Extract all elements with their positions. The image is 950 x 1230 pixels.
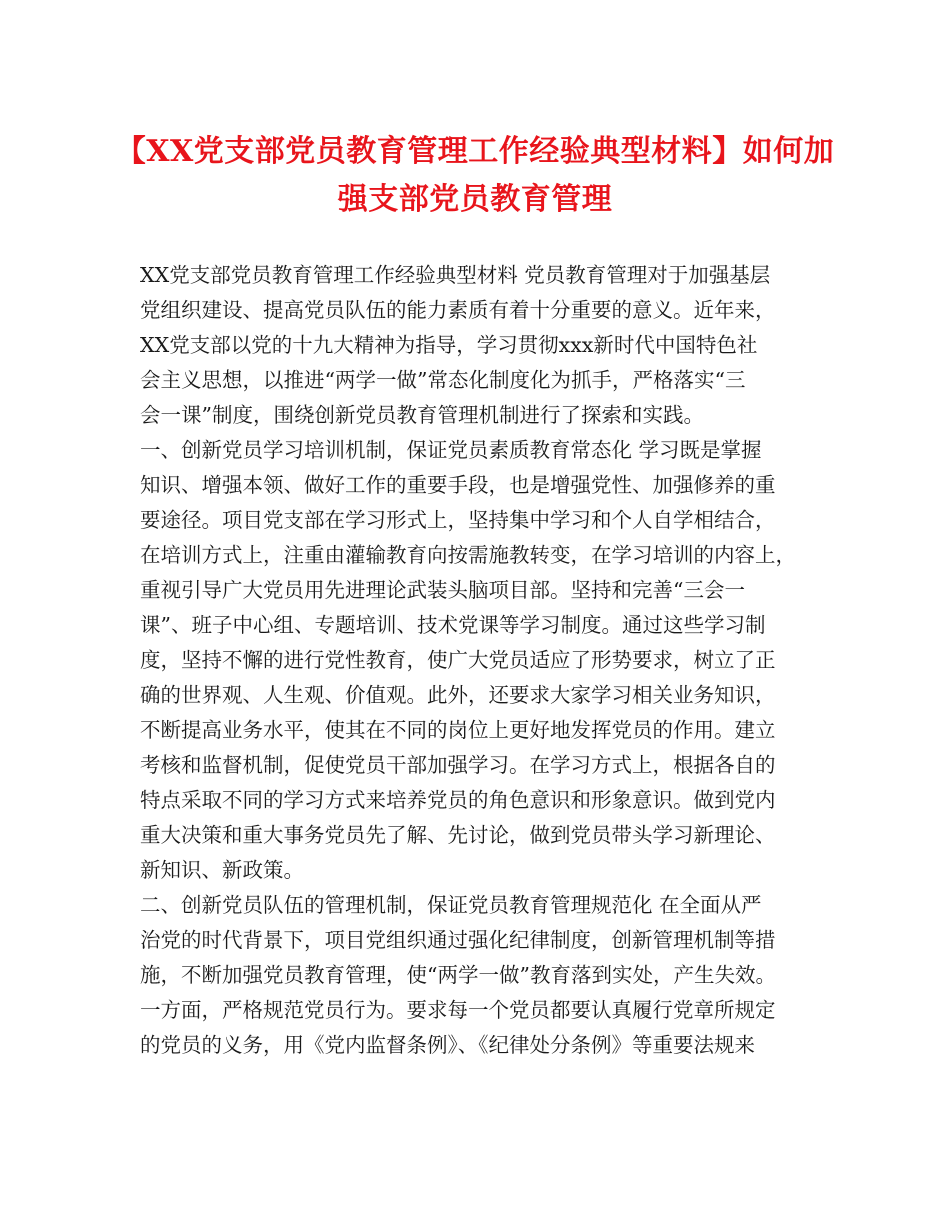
document-body <box>140 258 830 1063</box>
body-line: 考核和监督机制，促使党员干部加强学习。在学习方式上，根据各自的 <box>140 753 776 777</box>
body-line: 治党的时代背景下，项目党组织通过强化纪律制度，创新管理机制等措 <box>140 928 776 952</box>
body-line: XX党支部以党的十九大精神为指导，学习贯彻xxx新时代中国特色社 <box>140 333 758 357</box>
body-line: 课”、班子中心组、专题培训、技术党课等学习制度。通过这些学习制 <box>140 613 766 637</box>
body-line: 会主义思想，以推进“两学一做”常态化制度化为抓手，严格落实“三 <box>140 368 746 392</box>
body-line: 不断提高业务水平，使其在不同的岗位上更好地发挥党员的作用。建立 <box>140 718 776 742</box>
body-line: 确的世界观、人生观、价值观。此外，还要求大家学习相关业务知识， <box>140 683 776 707</box>
body-line: 会一课”制度，围绕创新党员教育管理机制进行了探索和实践。 <box>140 403 704 427</box>
body-line: 一、创新党员学习培训机制，保证党员素质教育常态化 学习既是掌握 <box>140 438 762 462</box>
title-line: 强支部党员教育管理 <box>337 182 613 217</box>
body-line: XX党支部党员教育管理工作经验典型材料 党员教育管理对于加强基层 <box>140 263 771 287</box>
body-line: 重视引导广大党员用先进理论武装头脑项目部。坚持和完善“三会一 <box>140 578 745 602</box>
body-line: 施，不断加强党员教育管理，使“两学一做”教育落到实处，产生失效。 <box>140 963 776 987</box>
body-line: 新知识、新政策。 <box>140 858 304 882</box>
document-title <box>100 128 850 224</box>
body-line: 的党员的义务，用《党内监督条例》、《纪律处分条例》等重要法规来 <box>140 1033 755 1057</box>
body-line: 一方面，严格规范党员行为。要求每一个党员都要认真履行党章所规定 <box>140 998 776 1022</box>
body-line: 知识、增强本领、做好工作的重要手段，也是增强党性、加强修养的重 <box>140 473 776 497</box>
body-line: 度，坚持不懈的进行党性教育，使广大党员适应了形势要求，树立了正 <box>140 648 776 672</box>
body-line: 特点采取不同的学习方式来培养党员的角色意识和形象意识。做到党内 <box>140 788 776 812</box>
title-line: 【XX党支部党员教育管理工作经验典型材料】如何加 <box>115 134 835 169</box>
body-line: 在培训方式上，注重由灌输教育向按需施教转变，在学习培训的内容上， <box>140 543 796 567</box>
body-line: 二、创新党员队伍的管理机制，保证党员教育管理规范化 在全面从严 <box>140 893 762 917</box>
body-line: 要途径。项目党支部在学习形式上，坚持集中学习和个人自学相结合， <box>140 508 776 532</box>
body-line: 党组织建设、提高党员队伍的能力素质有着十分重要的意义。近年来， <box>140 298 776 322</box>
body-line: 重大决策和重大事务党员先了解、先讨论，做到党员带头学习新理论、 <box>140 823 776 847</box>
